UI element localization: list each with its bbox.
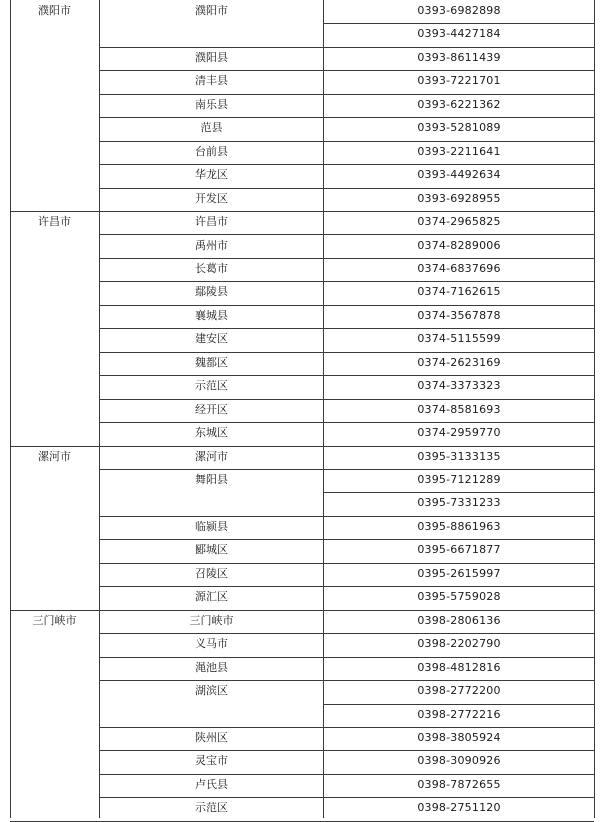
row-divider (99, 469, 594, 470)
phone-cell: 0393-5281089 (417, 121, 501, 135)
row-divider (99, 258, 594, 259)
row-divider (99, 375, 594, 376)
row-divider (99, 164, 594, 165)
row-divider (99, 797, 594, 798)
phone-cell: 0393-2211641 (417, 144, 501, 158)
district-cell: 示范区 (195, 801, 228, 815)
district-cell: 襄城县 (195, 308, 228, 322)
district-cell: 湖滨区 (195, 684, 228, 698)
phone-cell: 0398-3805924 (417, 730, 501, 744)
row-divider (99, 657, 594, 658)
city-cell: 三门峡市 (32, 613, 77, 627)
phone-cell: 0398-7872655 (417, 777, 501, 791)
row-divider (99, 516, 594, 517)
district-cell: 舞阳县 (195, 473, 228, 486)
left-border (10, 0, 11, 818)
district-cell: 南乐县 (195, 97, 228, 111)
phone-row-divider (323, 492, 594, 493)
phone-row-divider (323, 23, 594, 24)
district-cell: 禹州市 (195, 238, 228, 252)
city-cell: 许昌市 (38, 215, 71, 229)
group-divider (10, 211, 594, 212)
city-column-divider (99, 0, 100, 818)
group-divider (10, 610, 594, 611)
phone-cell: 0395-6671877 (417, 543, 501, 557)
district-cell: 灵宝市 (195, 754, 228, 768)
phone-cell: 0393-6982898 (417, 4, 501, 17)
row-divider (99, 633, 594, 634)
city-cell: 漯河市 (38, 449, 71, 463)
district-cell: 义马市 (195, 637, 228, 651)
phone-cell: 0395-2615997 (417, 566, 501, 580)
phone-cell: 0398-2202790 (417, 637, 501, 651)
district-cell: 召陵区 (195, 566, 228, 580)
phone-cell: 0398-4812816 (417, 660, 501, 674)
district-cell: 陕州区 (195, 730, 228, 744)
district-cell: 卢氏县 (195, 777, 228, 791)
district-cell: 濮阳市 (195, 4, 228, 17)
phone-cell: 0395-8861963 (417, 519, 501, 533)
row-divider (99, 94, 594, 95)
row-divider (99, 727, 594, 728)
phone-cell: 0393-4492634 (417, 168, 501, 182)
district-cell: 开发区 (195, 191, 228, 205)
phone-cell: 0374-8581693 (417, 402, 501, 416)
district-cell: 清丰县 (195, 74, 228, 88)
district-cell: 濮阳县 (195, 50, 228, 64)
district-cell: 魏都区 (195, 355, 228, 369)
phone-cell: 0398-2806136 (417, 613, 501, 627)
phone-cell: 0395-3133135 (417, 449, 501, 463)
phone-cell: 0374-3373323 (417, 379, 501, 393)
row-divider (99, 750, 594, 751)
row-divider (99, 539, 594, 540)
phone-cell: 0374-8289006 (417, 238, 501, 252)
phone-cell: 0398-2751120 (417, 801, 501, 815)
district-cell: 示范区 (195, 379, 228, 393)
district-cell: 鄢陵县 (195, 285, 228, 299)
phone-cell: 0393-6928955 (417, 191, 501, 205)
district-cell: 许昌市 (195, 215, 228, 229)
phone-cell: 0374-2623169 (417, 355, 501, 369)
row-divider (99, 422, 594, 423)
phone-cell: 0395-5759028 (417, 590, 501, 604)
phone-row-divider (323, 704, 594, 705)
district-cell: 华龙区 (195, 168, 228, 182)
row-divider (99, 352, 594, 353)
row-divider (99, 188, 594, 189)
phone-cell: 0393-4427184 (417, 27, 501, 41)
phone-cell: 0374-7162615 (417, 285, 501, 299)
group-divider (10, 446, 594, 447)
row-divider (99, 281, 594, 282)
district-cell: 漯河市 (195, 449, 228, 463)
row-divider (99, 117, 594, 118)
right-border (594, 0, 595, 818)
row-divider (99, 70, 594, 71)
district-cell: 三门峡市 (189, 613, 234, 627)
phone-cell: 0395-7121289 (417, 473, 501, 486)
district-cell: 渑池县 (195, 660, 228, 674)
district-column-divider (323, 0, 324, 818)
row-divider (99, 586, 594, 587)
phone-cell: 0374-6837696 (417, 261, 501, 275)
district-cell: 建安区 (195, 332, 228, 346)
district-cell: 东城区 (195, 426, 228, 440)
phone-cell: 0393-6221362 (417, 97, 501, 111)
row-divider (99, 47, 594, 48)
row-divider (99, 141, 594, 142)
city-cell: 濮阳市 (38, 4, 71, 17)
phone-cell: 0398-3090926 (417, 754, 501, 768)
row-divider (99, 680, 594, 681)
row-divider (99, 234, 594, 235)
phone-cell: 0374-5115599 (417, 332, 501, 346)
phone-cell: 0374-2959770 (417, 426, 501, 440)
district-cell: 郾城区 (195, 543, 228, 557)
district-cell: 临颍县 (195, 519, 228, 533)
row-divider (99, 399, 594, 400)
phone-cell: 0398-2772200 (417, 684, 501, 698)
district-cell: 经开区 (195, 402, 228, 416)
row-divider (99, 305, 594, 306)
row-divider (99, 328, 594, 329)
phone-cell: 0395-7331233 (417, 496, 501, 510)
district-cell: 范县 (200, 121, 223, 135)
phone-cell: 0393-8611439 (417, 50, 501, 64)
phone-cell: 0393-7221701 (417, 74, 501, 88)
phone-cell: 0398-2772216 (417, 707, 501, 721)
district-cell: 长葛市 (195, 261, 228, 275)
phone-cell: 0374-3567878 (417, 308, 501, 322)
district-cell: 台前县 (195, 144, 228, 158)
district-cell: 源汇区 (195, 590, 228, 604)
row-divider (99, 563, 594, 564)
phone-cell: 0374-2965825 (417, 215, 501, 229)
row-divider (99, 774, 594, 775)
